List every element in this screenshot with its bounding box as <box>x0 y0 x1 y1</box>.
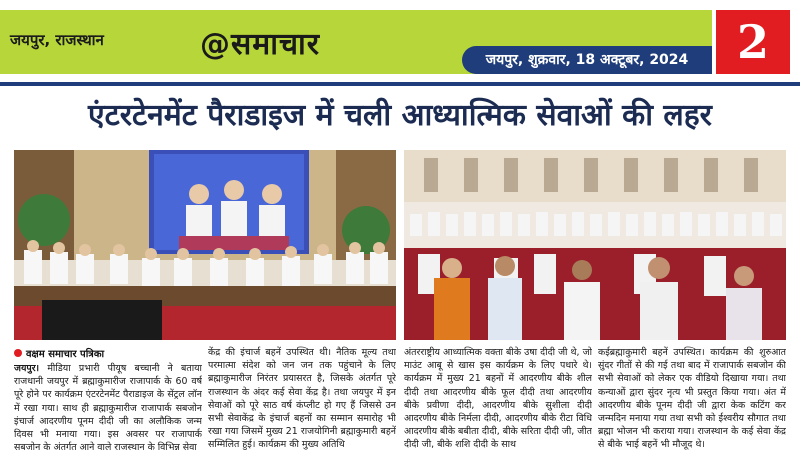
photo-credit-text: वक्षम समाचार पत्रिका <box>26 349 105 360</box>
masthead-city: जयपुर, राजस्थान <box>10 31 104 49</box>
photo-stage-event <box>14 150 396 340</box>
page-number: 2 <box>716 10 790 74</box>
dateline: जयपुर। <box>14 363 40 374</box>
photo-credit <box>14 345 104 361</box>
bullet-icon <box>14 349 22 357</box>
article-text-1: मीडिया प्रभारी पीयूष बच्चानी ने बताया राजधानी जयपुर में ब्रह्माकुमारीज राजापार्क के 60 वर्ष पूरे होने पर कार्यक्रम एंटरटेनमेंट पैराडाइज के सेंट्रल लॉन में रखा गया। साथ ही ब्रह्माकुमारीज राजापार्क सबजोन इंचार्ज आदरणीय पूनम दीदी जी का अलौकिक जन्म दिवस भी मनाया गया। इस अवसर पर राजापार्क सबजोन के अंतर्गत आने वाले राजस्थान के विभिन्न सेवा <box>14 363 202 454</box>
headline: एंटरटेनमेंट पैराडाइज में चली आध्यात्मिक सेवाओं की लहर <box>88 98 712 133</box>
article-column-4: कईब्रह्माकुमारी बहनें उपस्थित। कार्यक्रम की शुरुआत सुंदर गीतों से की गई तथा बाद में राजापार्क सबजोन की सभी सेवाओं को लेकर एक वीडियो दिखाया गया। तथा कन्याओं द्वारा सुंदर नृत्य भी प्रस्तुत किया गया। अंत में आदरणीय बीके पूनम दीदी जी द्वारा केक कटिंग कर जन्मदिन मनाया गया तथा सभी को ईश्वरीय सौगात तथा ब्रह्मा भोजन भी कराया गया। राजस्थान के कई सेवा केंद्र से बीके भाई बहनें भी मौजूद थे। <box>598 347 786 451</box>
masthead-date: जयपुर, शुक्रवार, 18 अक्टूबर, 2024 <box>462 46 712 74</box>
newspaper-logo: @समाचार <box>200 27 321 62</box>
masthead <box>0 0 800 78</box>
article-column-2: केंद्र की इंचार्ज बहनें उपस्थित थी। नैतिक मूल्य तथा परमात्मा संदेश को जन जन तक पहुंचाने के लिए ब्रह्माकुमारीज निरंतर प्रयासरत है, जिसके अंतर्गत पूरे राजस्थान के अंदर कई सेवा केंद्र है। तथा जयपुर में इन सेवाओं को पूरे साठ वर्ष कंप्लीट हो गए हैं जिससे उन सभी सेवाकेंद्र के इंचार्ज बहनों का सम्मान समारोह भी रखा गया जिसमें मुख्य 21 राजयोगिनी ब्रह्माकुमारी बहनें सम्मिलित हुई। कार्यक्रम की मुख्य अतिथि <box>208 347 396 451</box>
stage-photo-illustration <box>14 150 396 340</box>
article-column-3: अंतरराष्ट्रीय आध्यात्मिक वक्ता बीके उषा दीदी जी थे, जो माउंट आबू से खास इस कार्यक्रम के लिए पधारे थे। कार्यक्रम में मुख्य 21 बहनों में आदरणीय बीके शील दीदी तथा आदरणीय बीके फूल दीदी तथा आदरणीय बीके प्रवीणा दीदी, आदरणीय बीके सुशीला दीदी आदरणीय बीके निर्मला दीदी, आदरणीय बीके रीटा विधि आदरणीय बीके बबीता दीदी, बीके सरिता दीदी जी, जीत दीदी जी, बीके शशि दीदी के साथ <box>404 347 592 451</box>
photo-audience <box>404 150 786 340</box>
masthead-rule <box>0 82 800 86</box>
audience-photo-illustration <box>404 150 786 340</box>
article-column-1 <box>14 362 202 458</box>
